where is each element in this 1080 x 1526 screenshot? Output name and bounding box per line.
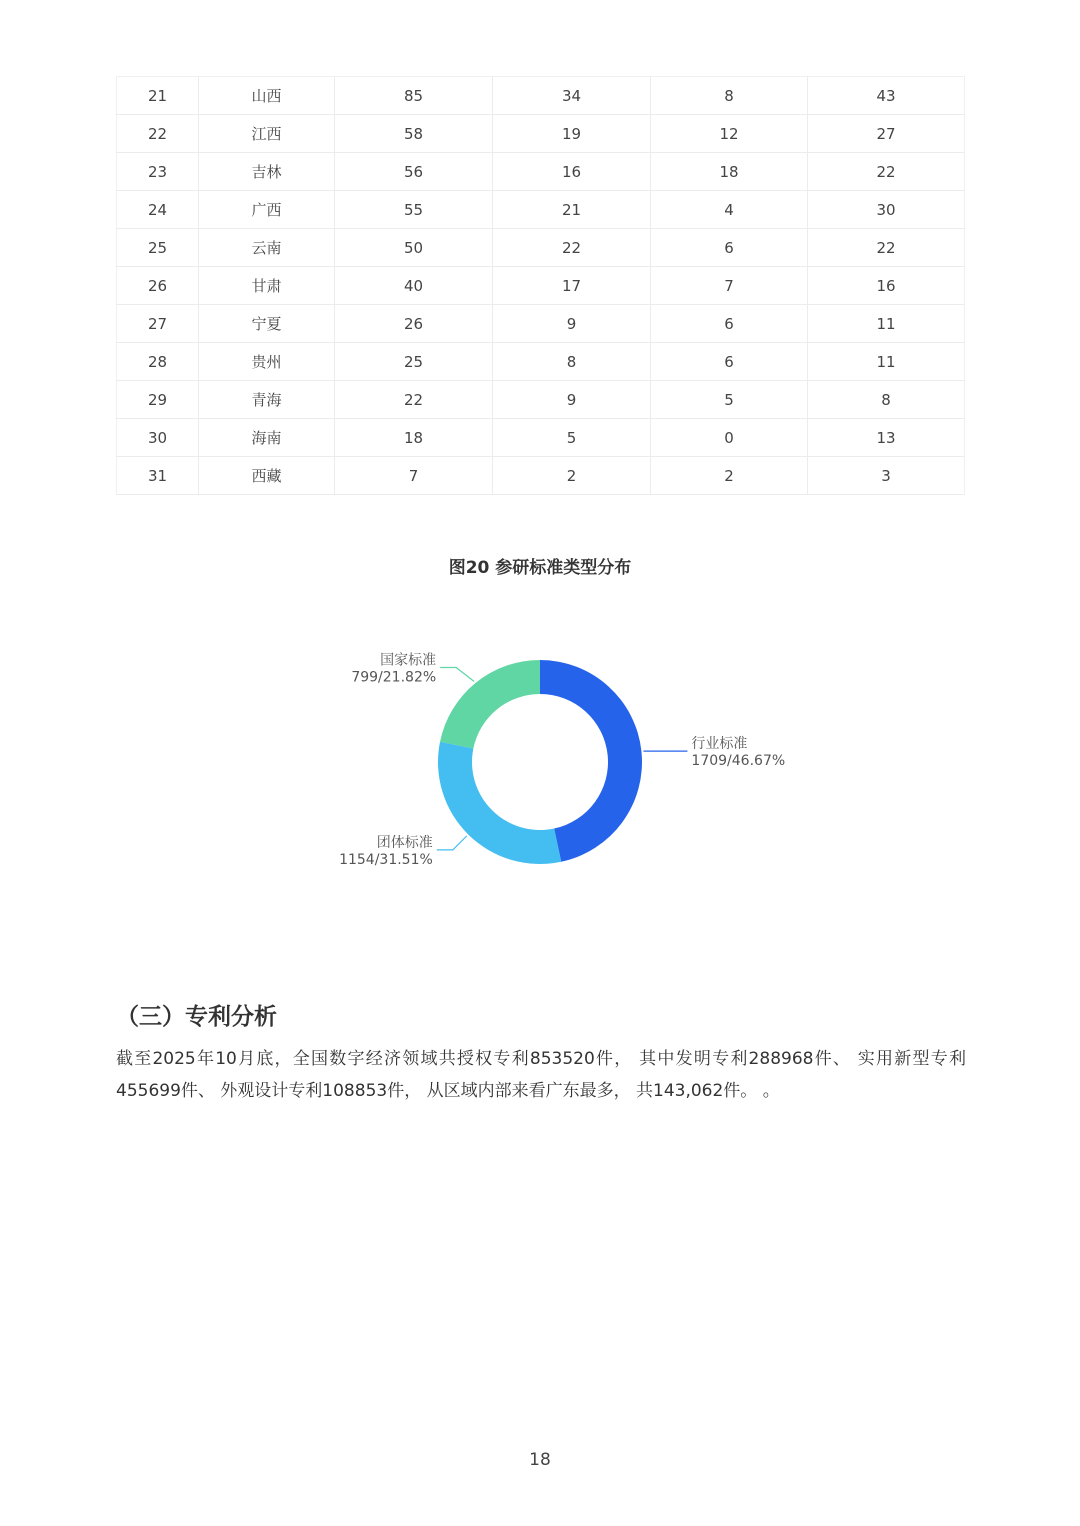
figure-title: 图20 参研标准类型分布 xyxy=(448,558,632,578)
table-row xyxy=(117,457,965,495)
table-cell: 27 xyxy=(808,115,965,153)
table-row xyxy=(117,153,965,191)
donut-chart xyxy=(300,630,820,890)
slice-value-label: 1709/46.67% xyxy=(691,753,786,770)
data-table-container xyxy=(116,76,964,495)
table-cell: 广西 xyxy=(199,191,335,229)
table-cell: 江西 xyxy=(199,115,335,153)
table-cell: 22 xyxy=(493,229,651,267)
table-cell: 21 xyxy=(493,191,651,229)
section-paragraph: 截至2025年10月底，全国数字经济领域共授权专利853520件， 其中发明专利288968件、 实用新型专利455699件、 外观设计专利108853件， 从区域内部来看广东最多， 共143,062件。 。 xyxy=(116,1049,966,1101)
table-cell: 3 xyxy=(808,457,965,495)
slice-name-label: 团体标准 xyxy=(376,834,433,851)
table-cell: 6 xyxy=(651,343,808,381)
table-row xyxy=(117,115,965,153)
table-cell: 6 xyxy=(651,305,808,343)
table-cell: 0 xyxy=(651,419,808,457)
table-cell: 2 xyxy=(651,457,808,495)
table-cell: 5 xyxy=(493,419,651,457)
table-cell: 6 xyxy=(651,229,808,267)
table-cell: 27 xyxy=(117,305,199,343)
table-cell: 26 xyxy=(335,305,493,343)
table-body xyxy=(117,77,965,495)
table-cell: 宁夏 xyxy=(199,305,335,343)
table-cell: 8 xyxy=(651,77,808,115)
table-cell: 8 xyxy=(808,381,965,419)
table-row xyxy=(117,229,965,267)
table-cell: 30 xyxy=(808,191,965,229)
table-cell: 2 xyxy=(493,457,651,495)
table-cell: 26 xyxy=(117,267,199,305)
slice-name-label: 国家标准 xyxy=(380,652,437,669)
table-cell: 31 xyxy=(117,457,199,495)
slice-value-label: 1154/31.51% xyxy=(339,851,433,868)
table-cell: 50 xyxy=(335,229,493,267)
table-cell: 4 xyxy=(651,191,808,229)
table-cell: 11 xyxy=(808,305,965,343)
table-cell: 19 xyxy=(493,115,651,153)
donut-slice xyxy=(440,660,540,748)
leader-line xyxy=(437,836,467,850)
table-cell: 甘肃 xyxy=(199,267,335,305)
donut-slice xyxy=(540,660,642,862)
table-cell: 28 xyxy=(117,343,199,381)
table-cell: 西藏 xyxy=(199,457,335,495)
table-cell: 56 xyxy=(335,153,493,191)
table-cell: 22 xyxy=(335,381,493,419)
table-cell: 5 xyxy=(651,381,808,419)
table-cell: 云南 xyxy=(199,229,335,267)
slice-value-label: 799/21.82% xyxy=(351,669,437,686)
table-row xyxy=(117,419,965,457)
table-cell: 30 xyxy=(117,419,199,457)
page-number: 18 xyxy=(529,1450,551,1470)
table-cell: 9 xyxy=(493,381,651,419)
table-cell: 21 xyxy=(117,77,199,115)
table-row xyxy=(117,305,965,343)
table-row xyxy=(117,267,965,305)
table-cell: 24 xyxy=(117,191,199,229)
table-row xyxy=(117,77,965,115)
table-cell: 吉林 xyxy=(199,153,335,191)
table-cell: 22 xyxy=(808,153,965,191)
section-heading: （三）专利分析 xyxy=(116,1004,277,1030)
table-cell: 25 xyxy=(117,229,199,267)
table-cell: 18 xyxy=(335,419,493,457)
table-cell: 17 xyxy=(493,267,651,305)
province-standards-table xyxy=(116,76,965,495)
chart-slices xyxy=(438,660,642,864)
table-cell: 12 xyxy=(651,115,808,153)
table-cell: 9 xyxy=(493,305,651,343)
table-row xyxy=(117,343,965,381)
table-cell: 23 xyxy=(117,153,199,191)
table-cell: 55 xyxy=(335,191,493,229)
table-cell: 青海 xyxy=(199,381,335,419)
table-cell: 16 xyxy=(808,267,965,305)
slice-name-label: 行业标准 xyxy=(691,736,748,753)
table-row xyxy=(117,191,965,229)
table-cell: 8 xyxy=(493,343,651,381)
table-cell: 43 xyxy=(808,77,965,115)
table-cell: 22 xyxy=(808,229,965,267)
table-cell: 18 xyxy=(651,153,808,191)
table-cell: 16 xyxy=(493,153,651,191)
table-cell: 85 xyxy=(335,77,493,115)
table-cell: 7 xyxy=(651,267,808,305)
table-cell: 7 xyxy=(335,457,493,495)
table-cell: 山西 xyxy=(199,77,335,115)
table-cell: 40 xyxy=(335,267,493,305)
table-cell: 海南 xyxy=(199,419,335,457)
leader-line xyxy=(440,667,474,681)
table-cell: 11 xyxy=(808,343,965,381)
table-cell: 贵州 xyxy=(199,343,335,381)
table-cell: 34 xyxy=(493,77,651,115)
table-cell: 29 xyxy=(117,381,199,419)
table-cell: 25 xyxy=(335,343,493,381)
table-cell: 58 xyxy=(335,115,493,153)
table-cell: 22 xyxy=(117,115,199,153)
table-row xyxy=(117,381,965,419)
table-cell: 13 xyxy=(808,419,965,457)
